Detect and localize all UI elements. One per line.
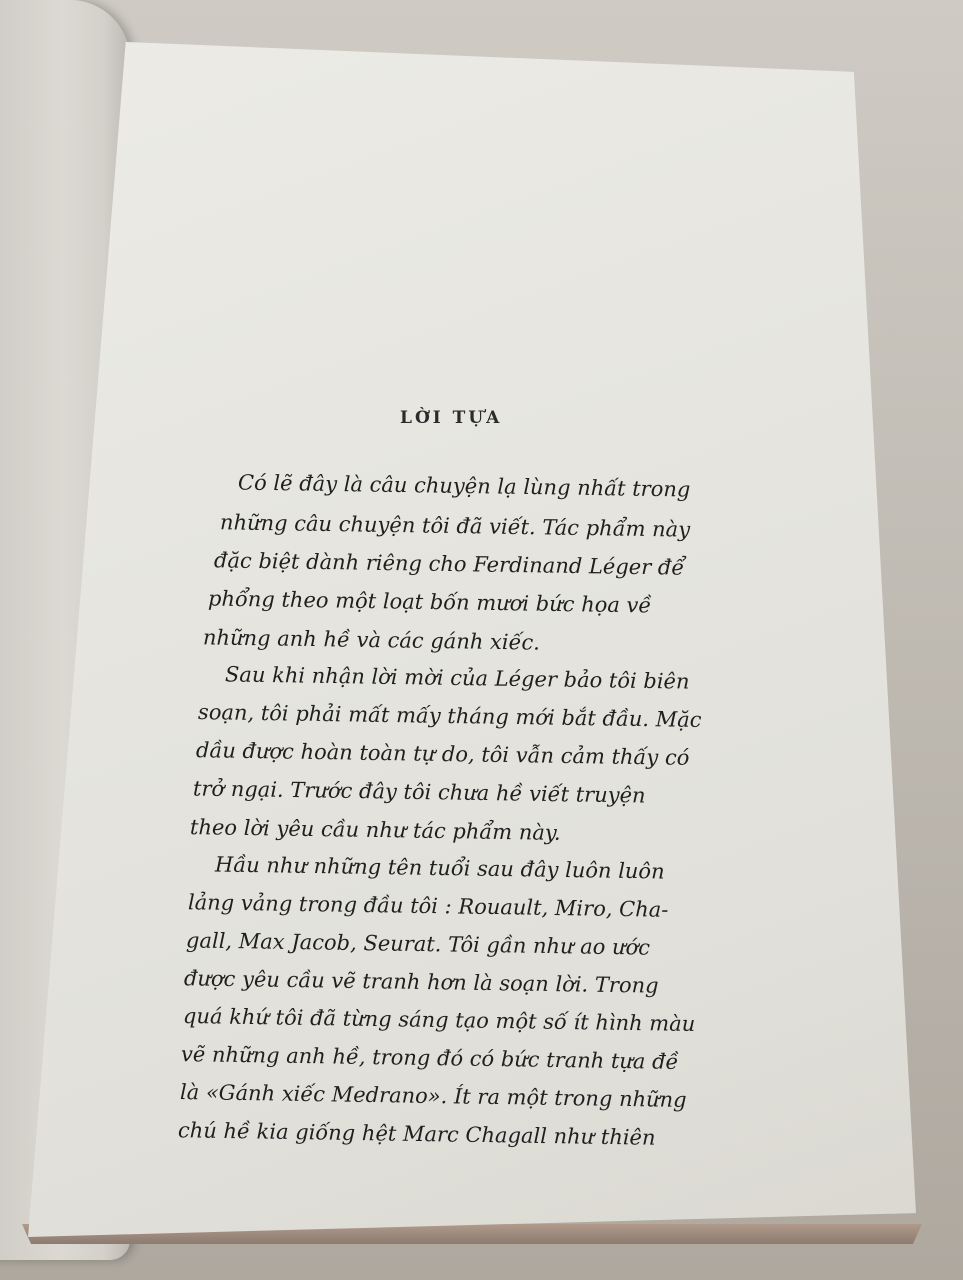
text-line: theo lời yêu cầu như tác phẩm này. [189,815,561,845]
text-line: Có lẽ đây là câu chuyện lạ lùng nhất trong [237,470,691,502]
text-line: vẽ những anh hề, trong đó có bức tranh tựa đề [180,1042,679,1074]
text-line: quá khứ tôi đã từng sáng tạo một số ít hình màu [182,1003,696,1037]
text-line: những anh hề và các gánh xiếc. [202,625,541,655]
text-line: những câu chuyện tôi đã viết. Tác phẩm này [219,510,691,542]
text-line: trở ngại. Trước đây tôi chưa hề viết truyện [192,776,646,808]
text-line: lảng vảng trong đầu tôi : Rouault, Miro, Cha- [187,890,669,922]
text-line: đặc biệt dành riêng cho Ferdinand Léger để [213,548,685,580]
text-line: phổng theo một loạt bốn mươi bức họa về [207,586,652,618]
text-line: Hầu như những tên tuổi sau đây luôn luôn [214,852,665,884]
page-title: LỜI TỰA [400,408,503,428]
text-line: được yêu cầu vẽ tranh hơn là soạn lời. Trong [183,966,659,998]
text-line: gall, Max Jacob, Seurat. Tôi gần như ao ước [185,928,651,960]
text-line: Sau khi nhận lời mời của Léger bảo tôi biên [224,662,690,694]
text-line: dầu được hoàn toàn tự do, tôi vẫn cảm thấy có [195,738,690,770]
text-line: chú hề kia giống hệt Marc Chagall như thiên [177,1118,656,1150]
text-line: soạn, tôi phải mất mấy tháng mới bắt đầu. Mặc [197,700,702,732]
text-line: là «Gánh xiếc Medrano». Ít ra một trong những [179,1080,687,1112]
